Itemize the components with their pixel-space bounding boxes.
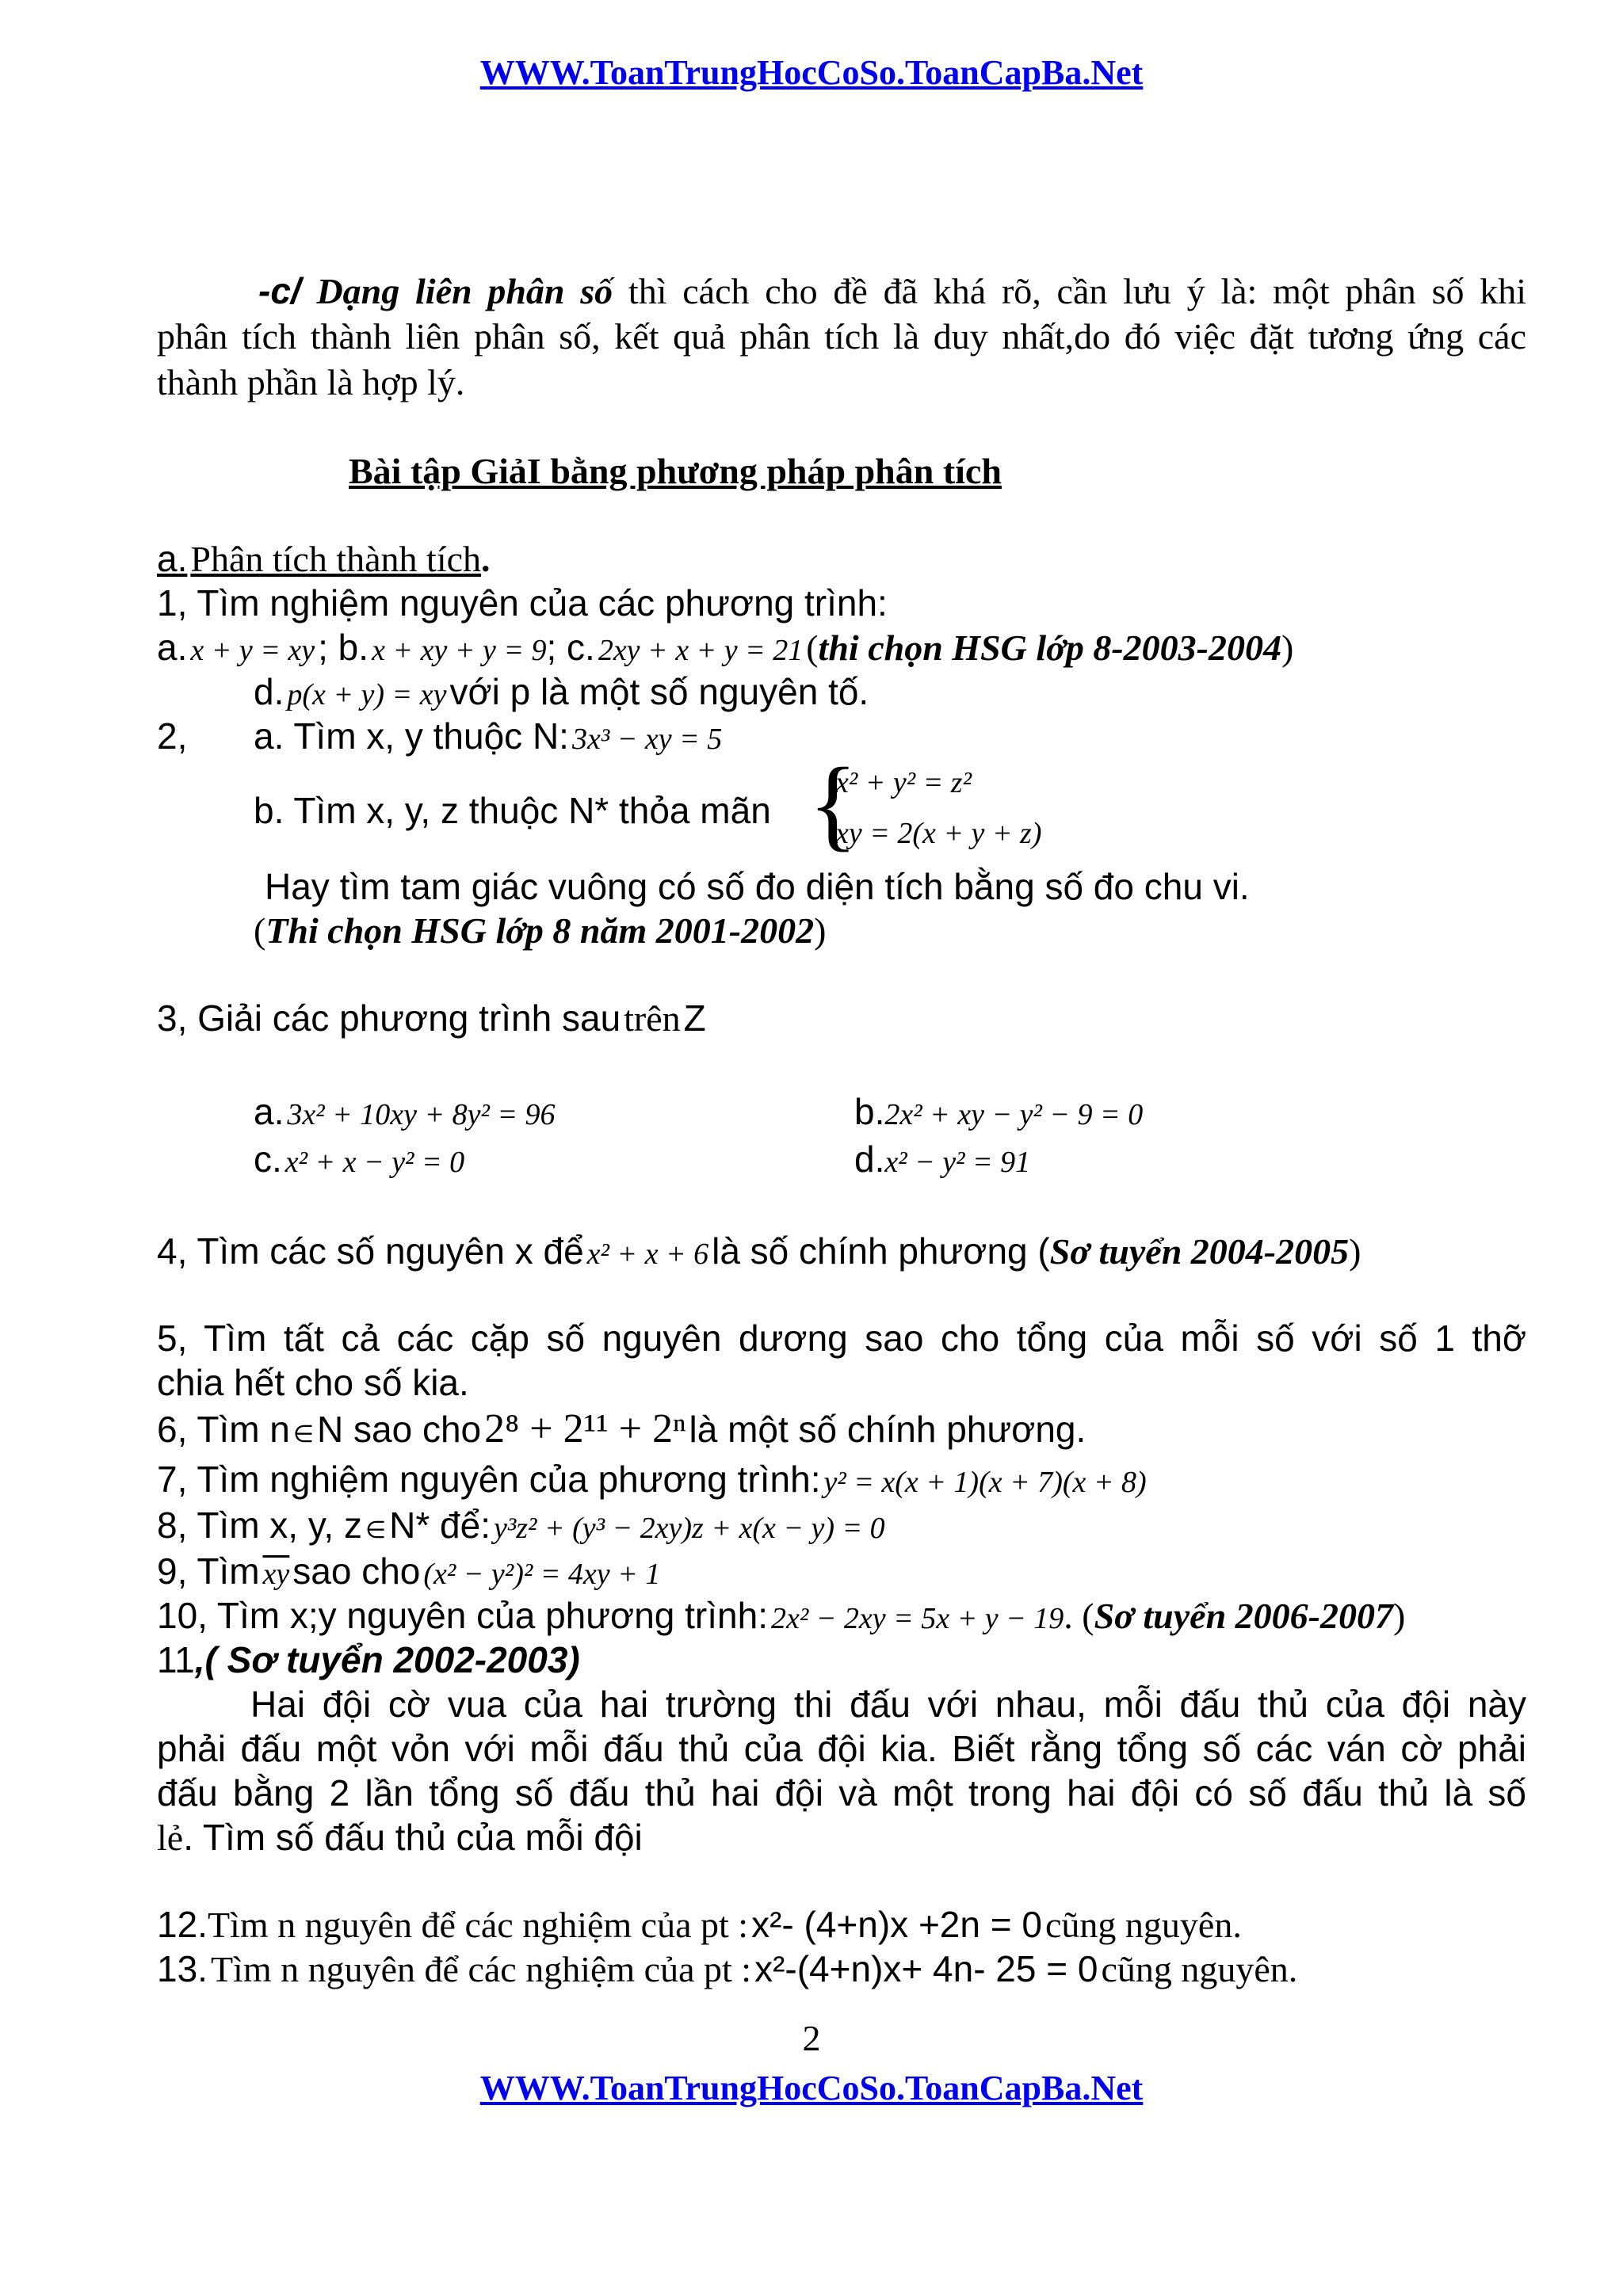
problem-9 <box>157 1550 660 1592</box>
p2-source-line: (Thi chọn HSG lớp 8 năm 2001-2002) <box>254 910 827 951</box>
p11-line4-serif: lẻ <box>157 1817 184 1858</box>
p1-c-label: ; c. <box>546 627 595 668</box>
p13-text: Tìm n nguyên để các nghiệm của pt : <box>210 1949 752 1989</box>
page-number: 2 <box>802 2018 821 2058</box>
problem-6 <box>157 1405 1086 1452</box>
p1-c-equation: 2xy + x + y = 21 <box>598 634 804 667</box>
p3-d-label: d. <box>854 1138 885 1180</box>
p7-equation: y² = x(x + 1)(x + 7)(x + 8) <box>823 1466 1147 1499</box>
problem-2-number: 2, <box>157 715 188 757</box>
problem-7 <box>157 1458 1147 1501</box>
intro-line-3: thành phần là hợp lý. <box>157 362 465 402</box>
p3-heading-text: 3, Giải các phương trình sau <box>157 997 621 1039</box>
intro-label: -c/ <box>258 270 301 311</box>
p11-line-2: phải đấu một vỏn với mỗi đấu thủ của đội kia. Biết rằng tổng số các ván cờ phải <box>157 1728 1526 1769</box>
p10-source: Sơ tuyển 2006-2007 <box>1094 1596 1393 1636</box>
p11-line-4 <box>157 1816 643 1859</box>
p2-system-eq-1: x² + y² = z² <box>835 766 972 799</box>
p3-a <box>254 1090 556 1133</box>
header-link[interactable]: WWW.ToanTrungHocCoSo.ToanCapBa.Net <box>479 53 1144 92</box>
problem-5-line-1: 5, Tìm tất cả các cặp số nguyên dương sao cho tổng của mỗi số với số 1 thỡ <box>157 1318 1526 1359</box>
problem-1-heading: 1, Tìm nghiệm nguyên của các phương trình: <box>157 582 888 624</box>
p4-equation: x² + x + 6 <box>586 1238 709 1271</box>
p1-a-label: a. <box>157 627 188 668</box>
p2-source: Thi chọn HSG lớp 8 năm 2001-2002 <box>265 910 815 951</box>
p9-equation: (x² − y²)² = 4xy + 1 <box>423 1558 661 1591</box>
p10-text: 10, Tìm x;y nguyên của phương trình: <box>157 1595 768 1636</box>
p2-a-equation: 3x³ − xy = 5 <box>571 723 723 756</box>
problem-12 <box>157 1903 1242 1946</box>
p13-number: 13. <box>157 1948 208 1989</box>
p11-source: ,( Sơ tuyển 2002-2003) <box>194 1639 580 1680</box>
intro-line1-rest: thì cách cho đề đã khá rõ, cần lưu ý là: một phân số khi <box>628 271 1527 311</box>
problem-5-line-2: chia hết cho số kia. <box>157 1362 469 1403</box>
p6-text2: N sao cho <box>317 1409 482 1450</box>
p3-a-equation: 3x² + 10xy + 8y² = 96 <box>287 1098 556 1131</box>
p8-text2: N* để: <box>389 1505 491 1546</box>
p8-equation: y³z² + (y³ − 2xy)z + x(x − y) = 0 <box>494 1512 885 1545</box>
p7-text: 7, Tìm nghiệm nguyên của phương trình: <box>157 1459 821 1500</box>
p1-d-text: với p là một số nguyên tố. <box>449 671 869 712</box>
p1-d-equation: p(x + y) = xy <box>287 678 447 711</box>
p12-rest: cũng nguyên. <box>1044 1905 1242 1945</box>
p1-a-equation: x + y = xy <box>190 634 315 667</box>
problem-3-heading <box>157 997 706 1039</box>
p6-element-of: ∈ <box>292 1421 315 1447</box>
p6-equation: 2⁸ + 2¹¹ + 2ⁿ <box>484 1406 686 1451</box>
intro-title: Dạng liên phân số <box>316 271 613 311</box>
p2-b-text: b. Tìm x, y, z thuộc N* thỏa mãn <box>254 790 771 831</box>
p6-text: 6, Tìm n <box>157 1409 290 1450</box>
p12-equation: x²- (4+n)x +2n = 0 <box>751 1904 1042 1945</box>
p11-line-3: đấu bằng 2 lần tổng số đấu thủ hai đội và một trong hai đội có số đấu thủ là số <box>157 1772 1526 1814</box>
p12-text: Tìm n nguyên để các nghiệm của pt : <box>207 1905 749 1945</box>
p10-close: ) <box>1392 1596 1406 1636</box>
p8-text: 8, Tìm x, y, z <box>157 1505 362 1546</box>
p4-close: ) <box>1349 1231 1361 1272</box>
footer-link[interactable]: WWW.ToanTrungHocCoSo.ToanCapBa.Net <box>479 2069 1144 2107</box>
p9-variable: $\overline{xy}$ <box>262 1558 290 1591</box>
p3-d <box>854 1138 1030 1180</box>
problem-13 <box>157 1947 1297 1990</box>
p2-system-eq-2: xy = 2(x + y + z) <box>835 817 1042 850</box>
p11-line4-text: . Tìm số đấu thủ của mỗi đội <box>183 1817 643 1858</box>
problem-4 <box>157 1230 1361 1272</box>
p3-a-label: a. <box>254 1091 285 1132</box>
p1-b-equation: x + xy + y = 9 <box>372 634 547 667</box>
p13-rest: cũng nguyên. <box>1101 1949 1298 1989</box>
p13-equation: x²-(4+n)x+ 4n- 25 = 0 <box>754 1948 1098 1989</box>
p11-line1-text: Hai đội cờ vua của hai trường thi đấu với nhau, mỗi đấu thủ của đội này <box>250 1684 1526 1725</box>
p1-source: thi chọn HSG lớp 8-2003-2004 <box>818 627 1281 668</box>
p4-text: 4, Tìm các số nguyên x để <box>157 1230 584 1272</box>
p6-rest: là một số chính phương. <box>689 1409 1086 1450</box>
problem-8 <box>157 1504 885 1547</box>
p4-rest: là số chính phương ( <box>712 1230 1050 1272</box>
p3-heading-end: Z <box>683 997 706 1039</box>
subsection-dot: . <box>481 539 491 579</box>
p3-b-equation: 2x² + xy − y² − 9 = 0 <box>884 1098 1144 1131</box>
problem-10 <box>157 1594 1405 1637</box>
section-title: Bài tập GiảI bằng phương pháp phân tích <box>349 451 1002 491</box>
intro-line-2: phân tích thành liên phân số, kết quả phân tích là duy nhất,do đó việc đặt tương ứng các <box>157 316 1526 357</box>
p3-c <box>254 1138 464 1180</box>
p9-text: 9, Tìm <box>157 1550 260 1592</box>
p1-d-label: d. <box>254 671 285 712</box>
p2-note: Hay tìm tam giác vuông có số đo diện tích bằng số đo chu vi. <box>265 866 1250 907</box>
p10-equation: 2x² − 2xy = 5x + y − 19 <box>770 1602 1064 1635</box>
problem-2-a <box>254 715 722 757</box>
p3-heading-serif: trên <box>624 998 681 1039</box>
p3-c-equation: x² + x − y² = 0 <box>285 1146 465 1179</box>
p12-number: 12. <box>157 1904 208 1945</box>
problem-1-d <box>254 670 869 713</box>
p10-rest: . ( <box>1064 1596 1094 1636</box>
intro-line-1 <box>157 269 1526 312</box>
p3-d-equation: x² − y² = 91 <box>884 1146 1031 1179</box>
p4-source: Sơ tuyển 2004-2005 <box>1049 1231 1350 1272</box>
subsection-letter: a. <box>157 538 188 579</box>
p8-element-of: ∈ <box>365 1517 387 1543</box>
p1-b-label: ; b. <box>318 627 369 668</box>
p9-text2: sao cho <box>292 1550 421 1592</box>
subsection-heading <box>157 537 491 580</box>
p11-line-1 <box>157 1683 1526 1726</box>
problem-11-heading <box>157 1638 580 1681</box>
p2-a-text: a. Tìm x, y thuộc N: <box>254 715 569 757</box>
subsection-title: Phân tích thành tích <box>190 539 482 579</box>
p3-b-label: b. <box>854 1091 885 1132</box>
p3-c-label: c. <box>254 1138 282 1180</box>
p3-b <box>854 1090 1143 1133</box>
p11-number: 11 <box>157 1639 195 1680</box>
system-brace: { <box>808 747 858 861</box>
problem-1-parts: a. x + y = xy ; b. x + xy + y = 9; c. 2xy + x + y = 21 (thi chọn HSG lớp 8-2003-2004) <box>157 627 1294 668</box>
